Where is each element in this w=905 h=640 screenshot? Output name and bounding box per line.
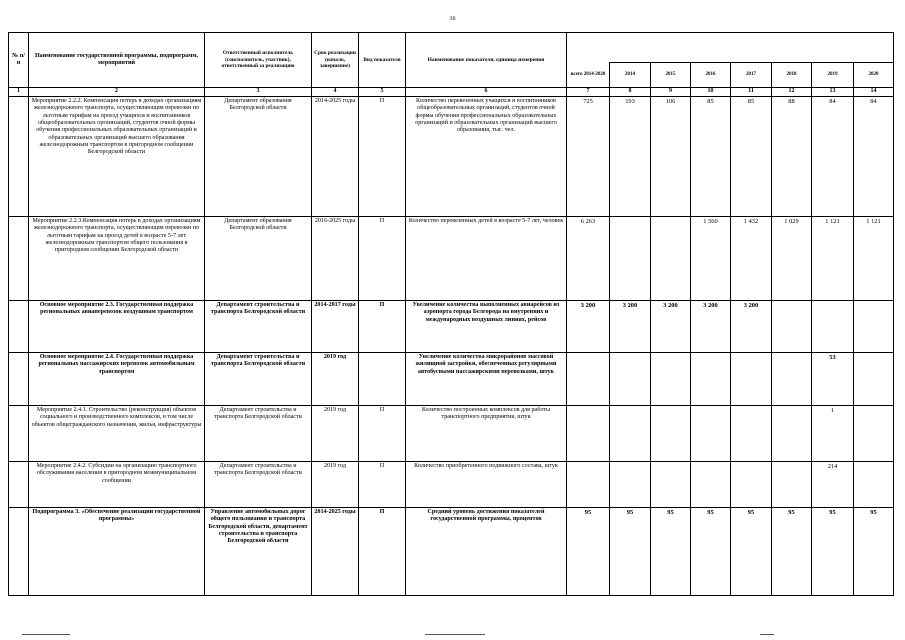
row-type: П <box>359 508 406 596</box>
value-cell: 1 <box>812 406 854 462</box>
value-cell <box>812 301 854 353</box>
table-row <box>9 301 894 353</box>
value-cell: 84 <box>812 97 854 217</box>
table-row <box>9 217 894 301</box>
column-number: 8 <box>610 88 651 97</box>
value-cell: 3 200 <box>567 301 610 353</box>
column-number: 2 <box>29 88 205 97</box>
row-name: Подпрограмма 3. «Обеспечение реализации государственной программы» <box>29 508 205 596</box>
value-cell <box>691 353 731 406</box>
value-cell <box>567 406 610 462</box>
value-cell: 3 200 <box>731 301 772 353</box>
column-number: 6 <box>406 88 567 97</box>
row-indicator: Количество приобретенного подвижного состава, штук <box>406 462 567 508</box>
value-cell <box>651 406 691 462</box>
row-responsible: Департамент строительства и транспорта Белгородской области <box>205 462 312 508</box>
value-cell <box>854 353 894 406</box>
value-cell <box>610 217 651 301</box>
value-cell <box>772 406 812 462</box>
value-cell: 1 432 <box>731 217 772 301</box>
row-indicator: Увеличение количества микрорайонов массовой жилищной застройки, обеспеченных регулярными автобусными пассажирскими перевозками, штук <box>406 353 567 406</box>
row-period: 2019 год <box>312 406 359 462</box>
table-row <box>9 406 894 462</box>
value-cell: 85 <box>731 97 772 217</box>
page-number: 16 <box>449 16 456 22</box>
row-period: 2019 год <box>312 353 359 406</box>
value-cell <box>854 301 894 353</box>
header-values-span <box>567 33 894 63</box>
header-period: Срок реализации (начало, завершение) <box>312 33 359 88</box>
row-indicator: Количество перевезенных учащихся и воспитанников общеобразовательных организаций, студентов очной формы обучения профессиональных образовательных организаций и образовательных организаций высшего образования, тыс. чел. <box>406 97 567 217</box>
value-cell <box>610 353 651 406</box>
value-cell: 3 200 <box>610 301 651 353</box>
header-year: 2020 <box>854 63 894 88</box>
value-cell: 95 <box>772 508 812 596</box>
row-indicator: Количество построенных комплексов для работы транспортного предприятия, штук <box>406 406 567 462</box>
row-indicator: Количество перевезенных детей в возрасте 5-7 лет, человек <box>406 217 567 301</box>
value-cell <box>772 353 812 406</box>
header-row <box>9 33 894 63</box>
value-cell <box>691 406 731 462</box>
column-number: 13 <box>812 88 854 97</box>
header-year: 2015 <box>651 63 691 88</box>
value-cell <box>772 462 812 508</box>
value-cell <box>731 406 772 462</box>
value-cell <box>731 462 772 508</box>
value-cell <box>567 353 610 406</box>
program-indicators-table <box>8 32 894 596</box>
header-num: № п/п <box>9 33 29 88</box>
row-period: 2019 год <box>312 462 359 508</box>
value-cell: 1 560 <box>691 217 731 301</box>
row-period: 2014-2025 годы <box>312 97 359 217</box>
header-year: 2018 <box>772 63 812 88</box>
header-year-total: всего 2014-2020 <box>567 63 610 88</box>
column-number: 7 <box>567 88 610 97</box>
value-cell: 88 <box>772 97 812 217</box>
row-num <box>9 97 29 217</box>
row-name: Основное мероприятие 2.4. Государственная поддержка региональных пассажирских перевозок автомобильным транспортом <box>29 353 205 406</box>
value-cell: 1 121 <box>854 217 894 301</box>
value-cell <box>610 462 651 508</box>
row-responsible: Управление автомобильных дорог общего пользования и транспорта Белгородской области, департамент строительства и транспорта Белгородской области <box>205 508 312 596</box>
row-num <box>9 217 29 301</box>
row-num <box>9 462 29 508</box>
value-cell: 3 200 <box>651 301 691 353</box>
column-number: 3 <box>205 88 312 97</box>
header-responsible: Ответственный исполнитель (соисполнитель, участник), ответственный за реализацию <box>205 33 312 88</box>
footer-rule <box>22 634 70 635</box>
row-indicator: Средний уровень достижения показателей государственной программы, процентов <box>406 508 567 596</box>
footer-rule <box>760 634 774 635</box>
value-cell: 95 <box>731 508 772 596</box>
value-cell <box>731 353 772 406</box>
table-row <box>9 353 894 406</box>
column-number: 1 <box>9 88 29 97</box>
row-type: П <box>359 301 406 353</box>
value-cell: 214 <box>812 462 854 508</box>
value-cell: 3 200 <box>691 301 731 353</box>
value-cell: 6 263 <box>567 217 610 301</box>
row-name: Мероприятие 2.2.3.Компенсация потерь в доходах организациям железнодорожного транспорта, осуществляющим перевозки по льготным тарифам на проезд детей в возрасте 5-7 лет железнодорожным транспортом общего пользования в пригородном сообщении Белгородской области <box>29 217 205 301</box>
row-name: Мероприятие 2.4.1. Строительство (реконструкция) объектов социального и производственного комплексов, в том числе объектов общегражданского назначения, жилья, инфраструктуры <box>29 406 205 462</box>
value-cell: 95 <box>691 508 731 596</box>
value-cell: 95 <box>567 508 610 596</box>
value-cell <box>691 462 731 508</box>
column-number: 5 <box>359 88 406 97</box>
row-type: П <box>359 97 406 217</box>
value-cell: 95 <box>854 508 894 596</box>
column-number: 9 <box>651 88 691 97</box>
header-year: 2014 <box>610 63 651 88</box>
value-cell: 95 <box>610 508 651 596</box>
row-type <box>359 353 406 406</box>
row-responsible: Департамент образования Белгородской области <box>205 97 312 217</box>
row-type: П <box>359 462 406 508</box>
row-name: Мероприятие 2.2.2. Компенсация потерь в доходах организациям железнодорожного транспорта, осуществляющим перевозки по льготным тарифам на проезд учащихся и воспитанников общеобразовательных организаций, студентов очной формы обучения профессиональных образовательных организаций и образовательных организаций высшего образования железнодорожным транспортом в пригородном сообщении Белгородской области <box>29 97 205 217</box>
column-number: 10 <box>691 88 731 97</box>
row-num <box>9 406 29 462</box>
value-cell <box>651 462 691 508</box>
row-responsible: Департамент образования Белгородской области <box>205 217 312 301</box>
header-name: Наименование государственной программы, подпрограмм, мероприятий <box>29 33 205 88</box>
table-row <box>9 508 894 596</box>
value-cell <box>854 462 894 508</box>
value-cell: 1 029 <box>772 217 812 301</box>
row-responsible: Департамент строительства и транспорта Белгородской области <box>205 406 312 462</box>
value-cell: 95 <box>812 508 854 596</box>
row-responsible: Департамент строительства и транспорта Белгородской области <box>205 353 312 406</box>
value-cell <box>651 217 691 301</box>
row-responsible: Департамент строительства и транспорта Белгородской области <box>205 301 312 353</box>
value-cell <box>610 406 651 462</box>
value-cell <box>772 301 812 353</box>
column-number: 4 <box>312 88 359 97</box>
row-name: Мероприятие 2.4.2. Субсидии на организацию транспортного обслуживания населения в пригородном межмуниципальном сообщении <box>29 462 205 508</box>
header-year: 2017 <box>731 63 772 88</box>
table-row <box>9 462 894 508</box>
header-type: Вид показателя <box>359 33 406 88</box>
value-cell: 85 <box>691 97 731 217</box>
row-period: 2014-2017 годы <box>312 301 359 353</box>
column-number-row <box>9 88 894 97</box>
row-period: 2014-2025 годы <box>312 508 359 596</box>
value-cell <box>651 353 691 406</box>
row-type: П <box>359 406 406 462</box>
row-num <box>9 508 29 596</box>
row-num <box>9 353 29 406</box>
row-type: П <box>359 217 406 301</box>
value-cell: 1 121 <box>812 217 854 301</box>
value-cell: 106 <box>651 97 691 217</box>
header-year: 2019 <box>812 63 854 88</box>
value-cell: 84 <box>854 97 894 217</box>
row-name: Основное мероприятие 2.3. Государственная поддержка региональных авиаперевозок воздушным транспортом <box>29 301 205 353</box>
header-year: 2016 <box>691 63 731 88</box>
row-num <box>9 301 29 353</box>
header-indicator: Наименование показателя, единица измерения <box>406 33 567 88</box>
column-number: 11 <box>731 88 772 97</box>
value-cell: 725 <box>567 97 610 217</box>
footer-rule <box>425 634 485 635</box>
value-cell <box>854 406 894 462</box>
row-indicator: Увеличение количества выполненных авиарейсов из аэропорта города Белгорода на внутренних и международных воздушных линиях, рейсов <box>406 301 567 353</box>
value-cell: 53 <box>812 353 854 406</box>
row-period: 2016-2025 годы <box>312 217 359 301</box>
value-cell: 95 <box>651 508 691 596</box>
column-number: 14 <box>854 88 894 97</box>
table-row <box>9 97 894 217</box>
column-number: 12 <box>772 88 812 97</box>
value-cell <box>567 462 610 508</box>
value-cell: 193 <box>610 97 651 217</box>
